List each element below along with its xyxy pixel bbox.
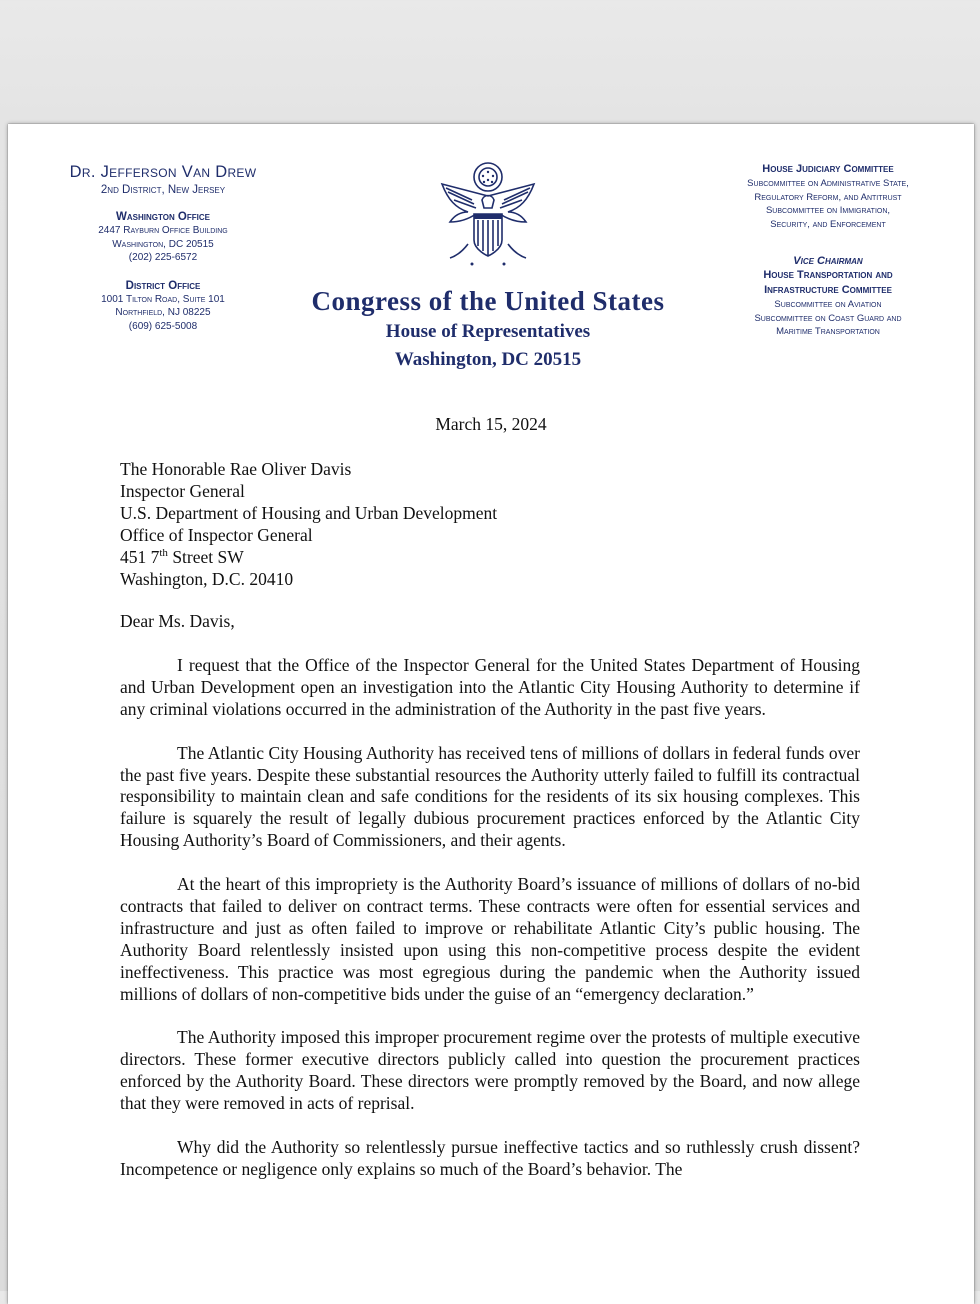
house-title: House of Representatives	[385, 321, 591, 342]
district-office-heading: District Office	[125, 279, 201, 292]
transportation-sub-2: Subcommittee on Coast Guard and	[754, 312, 902, 324]
judiciary-sub-4: Security, and Enforcement	[770, 218, 886, 230]
judiciary-sub-2: Regulatory Reform, and Antitrust	[754, 191, 902, 203]
committee-block	[728, 162, 928, 339]
street-name: Street SW	[167, 547, 244, 567]
transportation-sub-3: Maritime Transportation	[776, 326, 880, 337]
letter-page	[8, 124, 974, 1304]
district-office-line1: 1001 Tilton Road, Suite 101	[101, 293, 225, 305]
member-info-block	[58, 162, 268, 333]
street-number: 451 7	[120, 547, 160, 567]
district-office-phone: (609) 625-5008	[128, 320, 198, 332]
washington-office-line1: 2447 Rayburn Office Building	[98, 225, 228, 236]
salutation: Dear Ms. Davis,	[120, 611, 235, 631]
letter-body	[120, 655, 860, 1203]
paragraph: The Authority imposed this improper procurement regime over the protests of multiple executive directors. These former executive directors publicly called into question the procurement practices enforced by the Authority Board. These directors were promptly removed by the Board, and now allege that they were removed in acts of reprisal.	[120, 1027, 860, 1114]
congress-title: Congress of the United States	[311, 286, 665, 316]
recipient-name: The Honorable Rae Oliver Davis	[120, 459, 352, 479]
street-ordinal: th	[159, 547, 168, 560]
district-office-line2: Northfield, NJ 08225	[115, 307, 211, 318]
recipient-office: Office of Inspector General	[120, 525, 313, 545]
committee-transportation-1: House Transportation and	[763, 269, 893, 281]
washington-office-line2: Washington, DC 20515	[112, 238, 214, 250]
congress-heading	[278, 284, 698, 374]
recipient-title: Inspector General	[120, 481, 245, 501]
judiciary-sub-3: Subcommittee on Immigration,	[765, 205, 891, 216]
recipient-street	[120, 546, 497, 568]
recipient-address	[120, 458, 497, 590]
recipient-city: Washington, D.C. 20410	[120, 569, 294, 589]
district-office	[58, 279, 268, 334]
paragraph: At the heart of this impropriety is the Authority Board’s issuance of millions of dollars of no-bid contracts that failed to deliver on contract terms. These contracts were often for essential services and infrastructure and just as often failed to improve or rehabilitate Atlantic City’s public housing. The Authority Board relentlessly insisted upon using this non-competitive process despite the evident ineffectiveness. This practice was most egregious during the pandemic when the Authority issued millions of dollars of non-competitive bids under the guise of an “emergency declaration.”	[120, 874, 860, 1004]
member-name: Dr. Jefferson Van Drew	[69, 163, 257, 181]
paragraph: I request that the Office of the Inspector General for the United States Department of Housing and Urban Development open an investigation into the Atlantic City Housing Authority to determine if any criminal violations occurred in the administration of the Authority in the past five years.	[120, 655, 860, 719]
recipient-department: U.S. Department of Housing and Urban Development	[120, 503, 498, 523]
committee-judiciary: House Judiciary Committee	[762, 163, 894, 175]
washington-office	[58, 210, 268, 265]
washington-office-heading: Washington Office	[116, 211, 210, 223]
eagle-seal-icon	[438, 160, 538, 268]
committee-transportation-2: Infrastructure Committee	[764, 284, 892, 296]
member-district: 2nd District, New Jersey	[100, 184, 226, 196]
vice-chairman-label: Vice Chairman	[793, 255, 863, 267]
capitol-city: Washington, DC 20515	[394, 349, 582, 370]
paragraph: The Atlantic City Housing Authority has received tens of millions of dollars in federal funds over the past five years. Despite these substantial resources the Authority utterly failed to fulfill its contractual responsibility to maintain clean and safe conditions for the residents of its six housing complexes. This failure is squarely the result of legally dubious procurement practices enforced by the Atlantic City Housing Authority’s Board of Commissioners, and their agents.	[120, 742, 860, 851]
washington-office-phone: (202) 225-6572	[128, 252, 198, 263]
transportation-sub-1: Subcommittee on Aviation	[774, 299, 882, 310]
judiciary-sub-1: Subcommittee on Administrative State,	[747, 178, 909, 189]
paragraph: Why did the Authority so relentlessly pursue ineffective tactics and so ruthlessly crush dissent? Incompetence or negligence only explains so much of the Board’s behavior. The	[120, 1136, 860, 1179]
letter-date: March 15, 2024	[435, 414, 547, 434]
